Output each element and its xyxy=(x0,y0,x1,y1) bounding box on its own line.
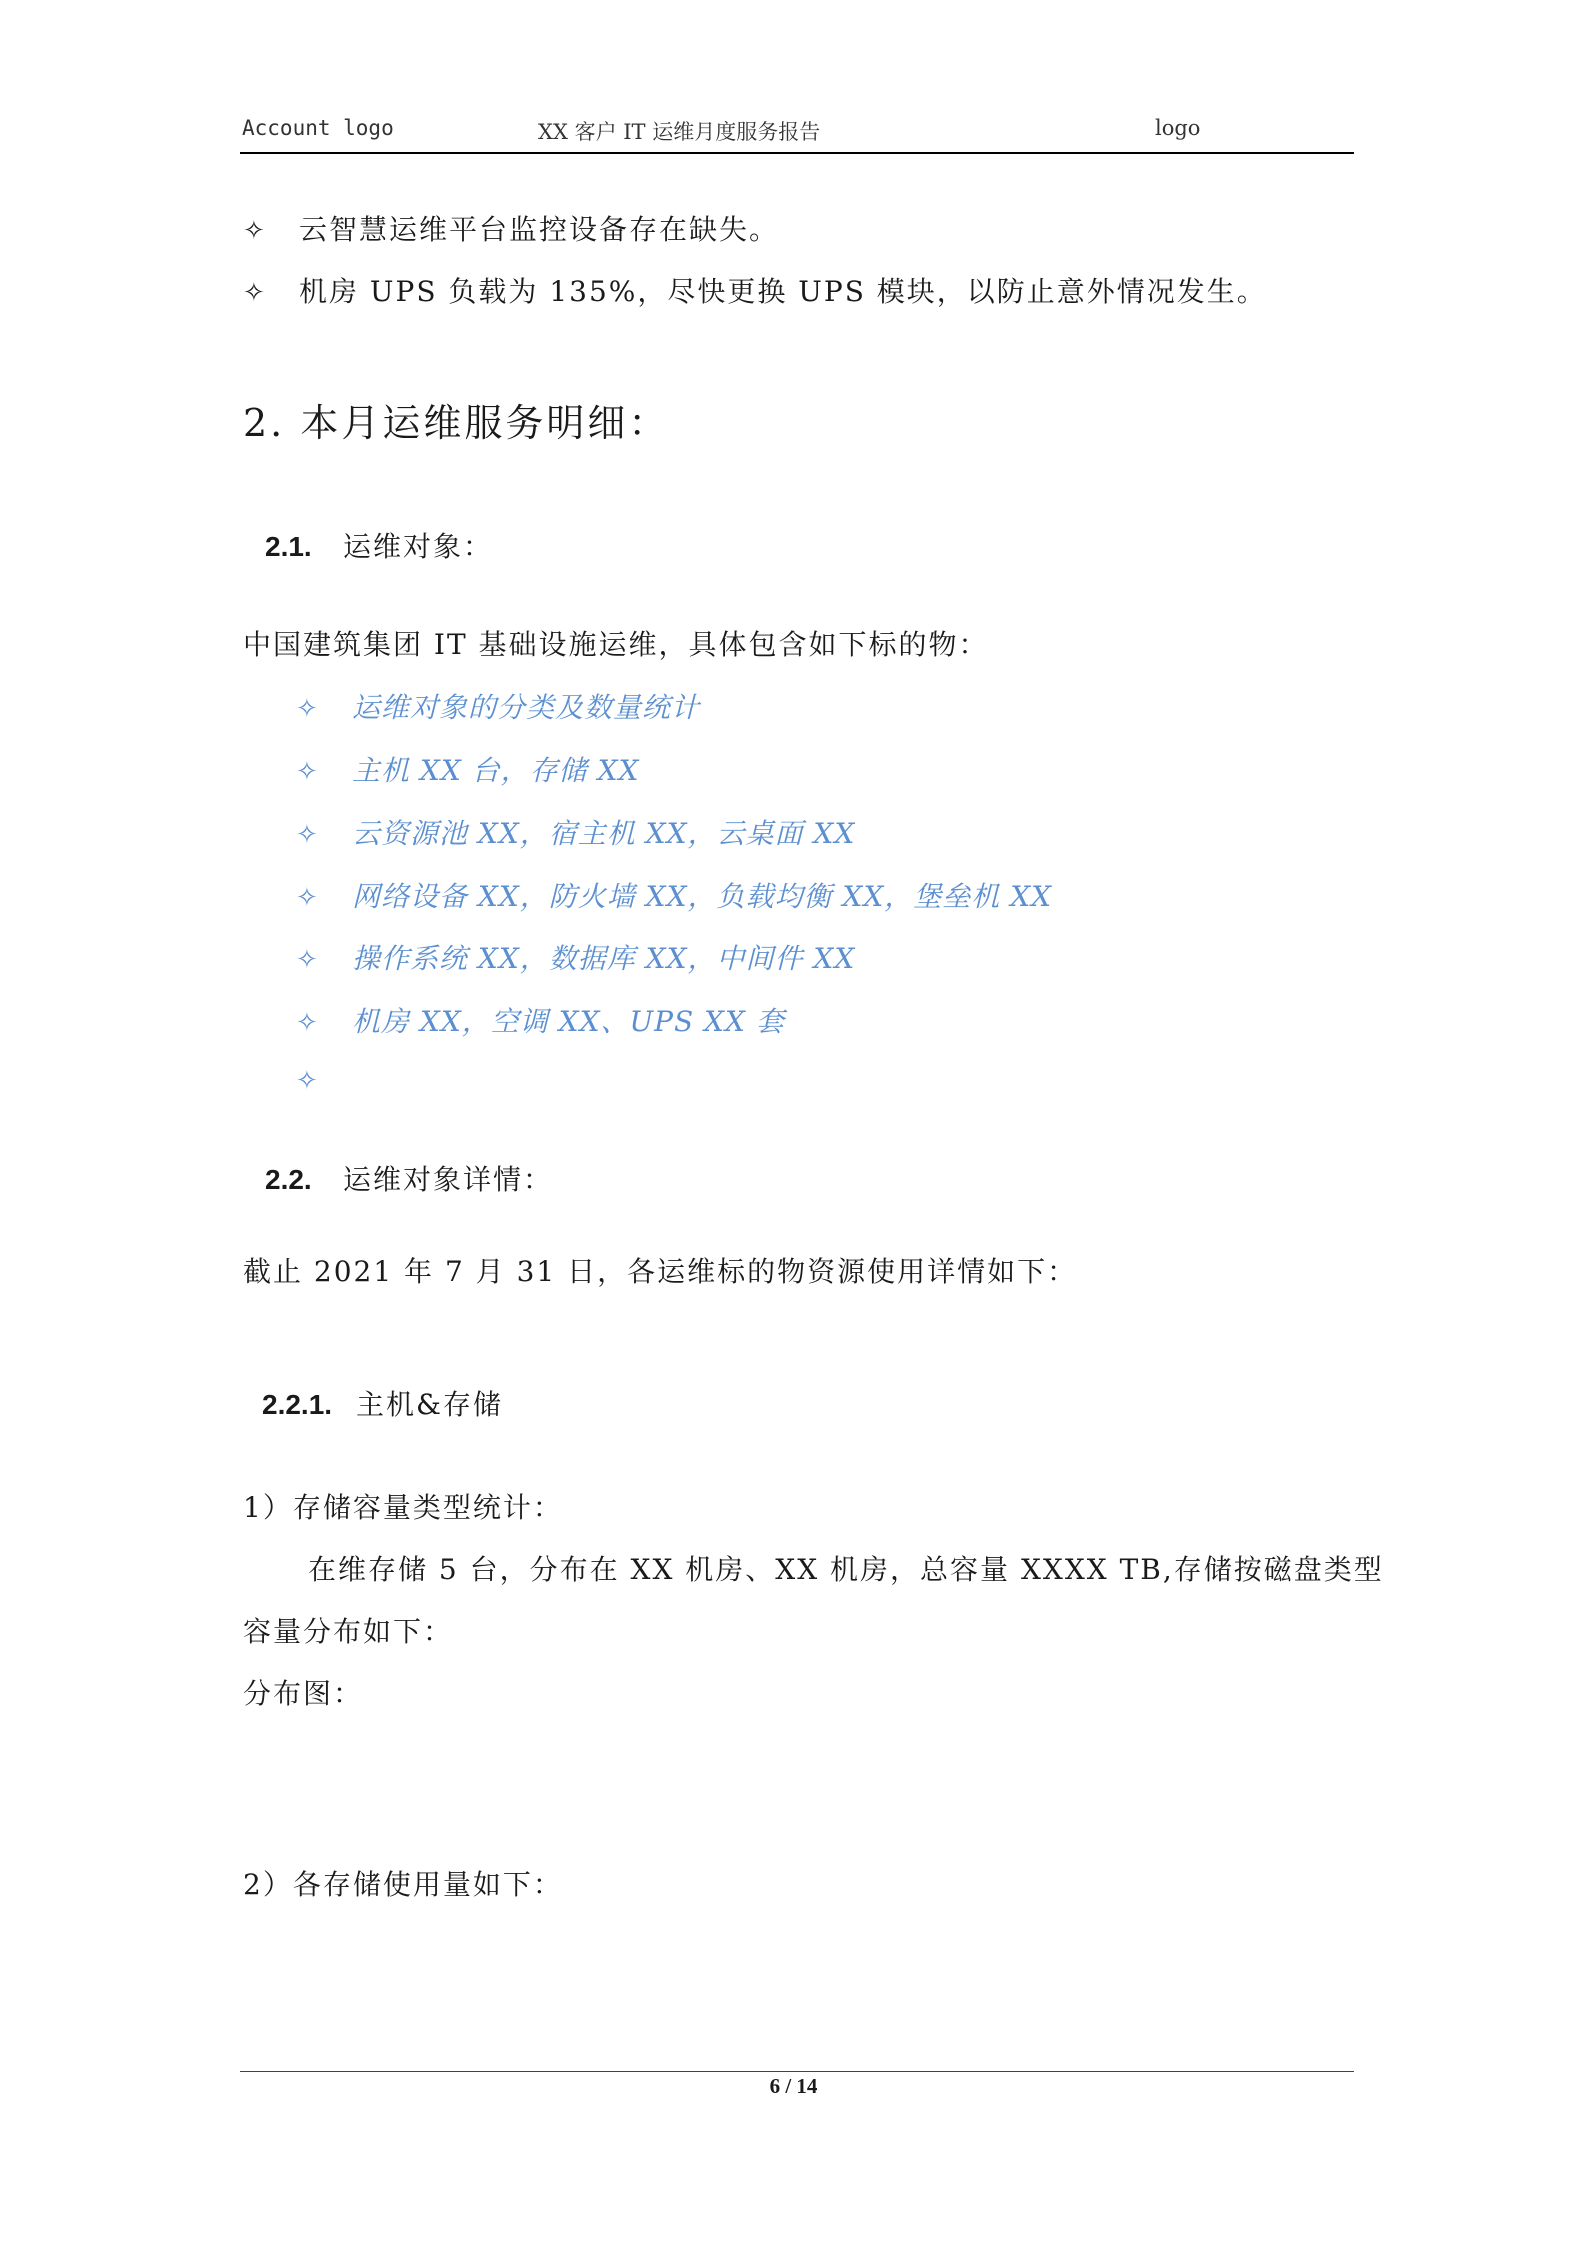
list-item: ✧ 云资源池 XX，宿主机 XX，云桌面 XX xyxy=(296,817,856,850)
section-heading: 2. 本月运维服务明细： xyxy=(243,401,670,445)
subsection-title: 主机&存储 xyxy=(356,1388,503,1421)
list-label: 2）各存储使用量如下： xyxy=(243,1868,563,1901)
diamond-bullet-icon: ✧ xyxy=(296,883,318,913)
list-item: ✧ 云智慧运维平台监控设备存在缺失。 xyxy=(243,213,780,246)
subsection-heading xyxy=(265,1158,553,1198)
list-item xyxy=(296,1063,352,1096)
subsection-title: 运维对象详情： xyxy=(343,1163,554,1196)
list-item: ✧ 操作系统 XX，数据库 XX，中间件 XX xyxy=(296,942,856,975)
footer-rule xyxy=(240,2071,1354,2072)
subsection-number: 2.1. xyxy=(265,531,312,562)
chart-label: 分布图： xyxy=(243,1677,364,1710)
list-item: ✧ 网络设备 XX，防火墙 XX，负载均衡 XX，堡垒机 XX xyxy=(296,880,1053,913)
diamond-bullet-icon: ✧ xyxy=(243,278,265,308)
diamond-bullet-icon: ✧ xyxy=(296,1066,318,1096)
list-item: ✧ 机房 XX，空调 XX、UPS XX 套 xyxy=(296,1005,785,1038)
diamond-bullet-icon: ✧ xyxy=(296,945,318,975)
diamond-bullet-icon: ✧ xyxy=(296,1008,318,1038)
paragraph: 在维存储 5 台，分布在 XX 机房、XX 机房，总容量 XXXX TB,存储按磁盘类型 xyxy=(308,1553,1384,1586)
diamond-bullet-icon: ✧ xyxy=(296,757,318,787)
diamond-bullet-icon: ✧ xyxy=(296,694,318,724)
diamond-bullet-icon: ✧ xyxy=(243,216,265,246)
subsection-heading xyxy=(262,1383,503,1423)
subsection-number: 2.2. xyxy=(265,1164,312,1195)
paragraph: 中国建筑集团 IT 基础设施运维，具体包含如下标的物： xyxy=(243,628,989,661)
header-report-title: XX 客户 IT 运维月度服务报告 xyxy=(538,120,821,144)
list-label: 1）存储容量类型统计： xyxy=(243,1491,563,1524)
subsection-heading xyxy=(265,525,493,565)
header-logo: logo xyxy=(1155,116,1201,140)
subsection-title: 运维对象： xyxy=(343,530,494,563)
paragraph: 容量分布如下： xyxy=(243,1615,454,1648)
list-item: ✧ 机房 UPS 负载为 135%，尽快更换 UPS 模块，以防止意外情况发生。 xyxy=(243,275,1267,308)
paragraph: 截止 2021 年 7 月 31 日，各运维标的物资源使用详情如下： xyxy=(243,1255,1078,1288)
page-header xyxy=(240,112,1354,154)
header-account-logo: Account logo xyxy=(242,116,394,140)
subsection-number: 2.2.1. xyxy=(262,1389,333,1420)
list-item: ✧ 运维对象的分类及数量统计 xyxy=(296,691,701,724)
page-number: 6 / 14 xyxy=(769,2074,818,2098)
list-item: ✧ 主机 XX 台，存储 XX xyxy=(296,754,640,787)
diamond-bullet-icon: ✧ xyxy=(296,820,318,850)
